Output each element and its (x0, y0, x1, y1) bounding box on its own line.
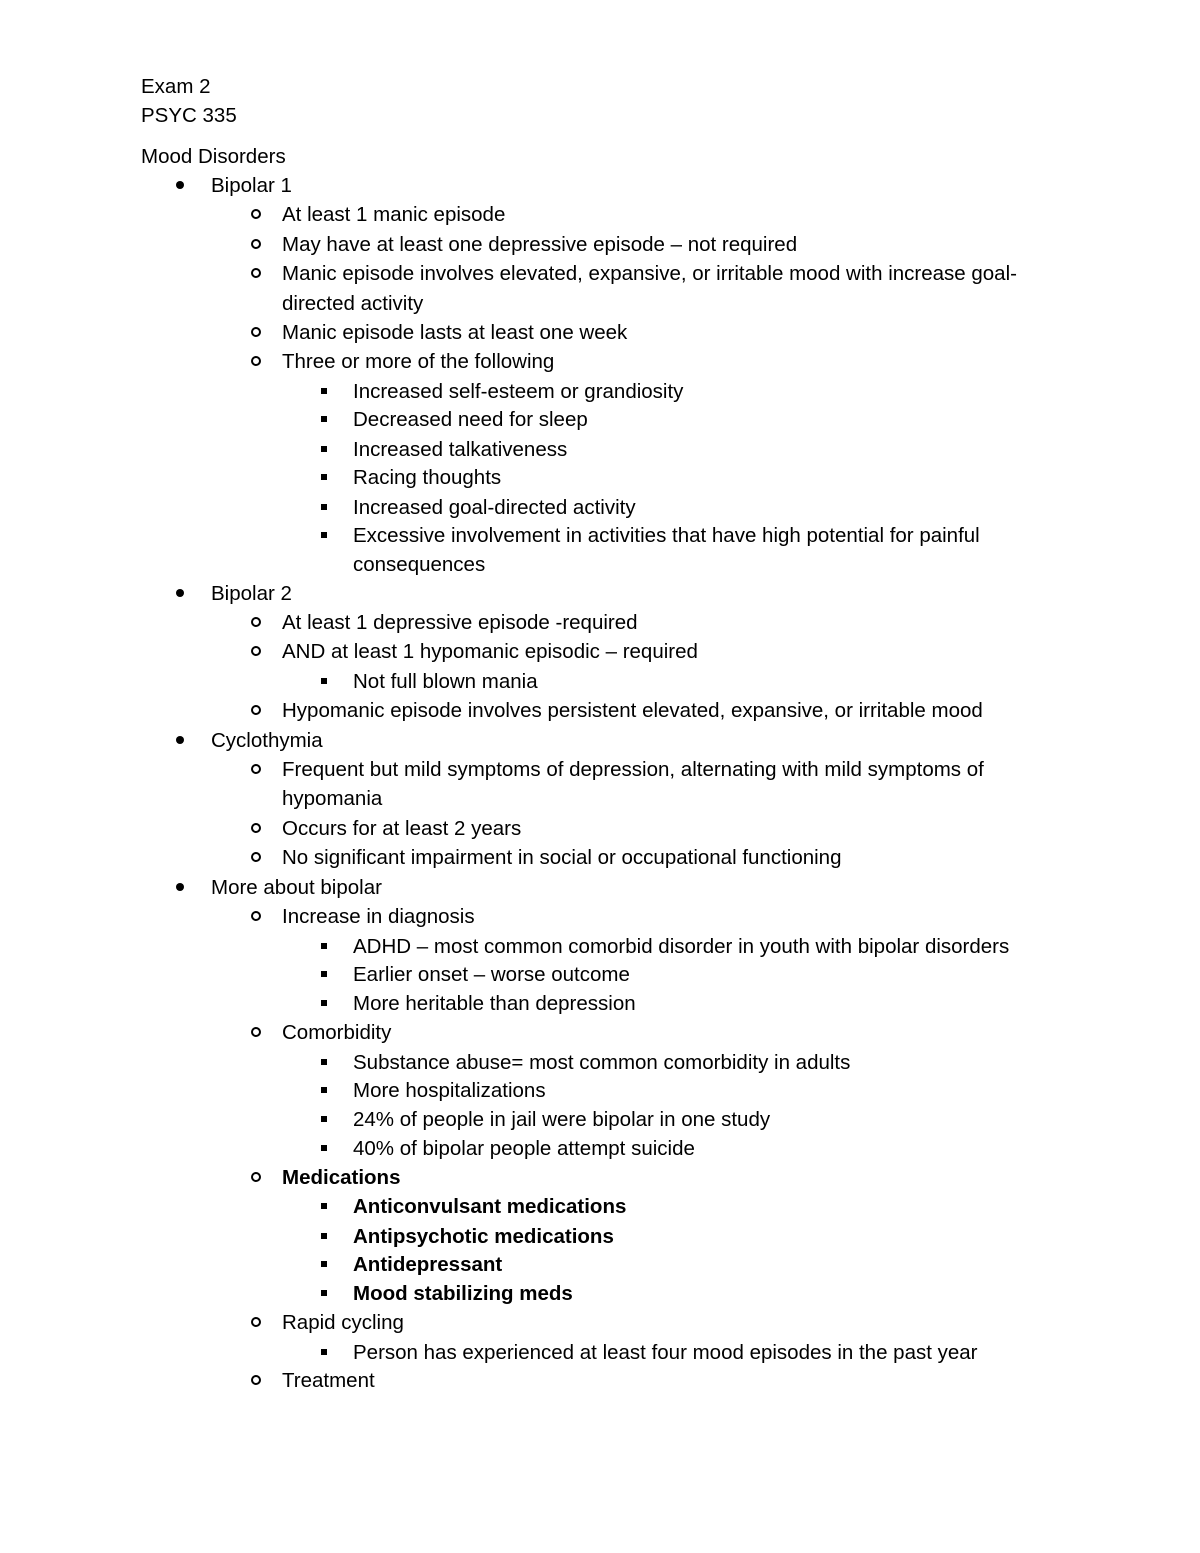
square-bullet-icon (315, 1222, 333, 1251)
list-item: Comorbidity (282, 1018, 391, 1047)
list-item: Mood stabilizing meds (353, 1279, 573, 1308)
circle-bullet-icon (247, 1366, 265, 1395)
list-item: 40% of bipolar people attempt suicide (353, 1134, 695, 1163)
list-item: Excessive involvement in activities that have high potential for painful (353, 521, 980, 550)
square-bullet-icon (315, 1192, 333, 1221)
list-item: At least 1 manic episode (282, 200, 505, 229)
circle-bullet-icon (247, 318, 265, 347)
list-item-bipolar2: Bipolar 2 (211, 579, 292, 608)
square-bullet-icon (315, 377, 333, 406)
list-item: More hospitalizations (353, 1076, 546, 1105)
square-bullet-icon (315, 667, 333, 696)
list-item: Three or more of the following (282, 347, 554, 376)
circle-bullet-icon (247, 608, 265, 637)
list-item: Rapid cycling (282, 1308, 404, 1337)
list-item: AND at least 1 hypomanic episodic – required (282, 637, 698, 666)
circle-bullet-icon (247, 1018, 265, 1047)
disc-bullet-icon (171, 873, 189, 902)
list-item: Treatment (282, 1366, 375, 1395)
list-item: 24% of people in jail were bipolar in one study (353, 1105, 770, 1134)
list-item: Racing thoughts (353, 463, 501, 492)
list-item-cyclothymia: Cyclothymia (211, 726, 323, 755)
list-item: Person has experienced at least four mood episodes in the past year (353, 1338, 978, 1367)
list-item-continuation: consequences (353, 553, 486, 576)
list-item: Increased goal-directed activity (353, 493, 636, 522)
square-bullet-icon (315, 960, 333, 989)
square-bullet-icon (315, 1250, 333, 1279)
square-bullet-icon (315, 1105, 333, 1134)
list-item: Hypomanic episode involves persistent elevated, expansive, or irritable mood (282, 696, 983, 725)
circle-bullet-icon (247, 200, 265, 229)
circle-bullet-icon (247, 696, 265, 725)
square-bullet-icon (315, 405, 333, 434)
list-item: Manic episode lasts at least one week (282, 318, 627, 347)
square-bullet-icon (315, 1338, 333, 1367)
list-item: More heritable than depression (353, 989, 636, 1018)
circle-bullet-icon (247, 1308, 265, 1337)
circle-bullet-icon (247, 755, 265, 784)
list-item: At least 1 depressive episode -required (282, 608, 638, 637)
square-bullet-icon (315, 1279, 333, 1308)
list-item: Earlier onset – worse outcome (353, 960, 630, 989)
circle-bullet-icon (247, 902, 265, 931)
disc-bullet-icon (171, 579, 189, 608)
circle-bullet-icon (247, 843, 265, 872)
list-item: Not full blown mania (353, 667, 538, 696)
list-item: Anticonvulsant medications (353, 1192, 626, 1221)
square-bullet-icon (315, 932, 333, 961)
exam-title: Exam 2 (141, 75, 211, 98)
course-code: PSYC 335 (141, 104, 237, 127)
list-item: Increased talkativeness (353, 435, 567, 464)
list-item: Manic episode involves elevated, expansive, or irritable mood with increase goal- (282, 259, 1017, 288)
list-item: Occurs for at least 2 years (282, 814, 521, 843)
square-bullet-icon (315, 493, 333, 522)
square-bullet-icon (315, 989, 333, 1018)
list-item: Decreased need for sleep (353, 405, 588, 434)
circle-bullet-icon (247, 637, 265, 666)
list-item: No significant impairment in social or occupational functioning (282, 843, 842, 872)
list-item: Antidepressant (353, 1250, 502, 1279)
circle-bullet-icon (247, 814, 265, 843)
list-item: May have at least one depressive episode – not required (282, 230, 797, 259)
circle-bullet-icon (247, 347, 265, 376)
list-item: Frequent but mild symptoms of depression, alternating with mild symptoms of (282, 755, 984, 784)
disc-bullet-icon (171, 171, 189, 200)
square-bullet-icon (315, 1048, 333, 1077)
list-item-continuation: hypomania (282, 787, 383, 810)
list-item-continuation: directed activity (282, 292, 424, 315)
list-item-more-about-bipolar: More about bipolar (211, 873, 382, 902)
square-bullet-icon (315, 463, 333, 492)
circle-bullet-icon (247, 230, 265, 259)
section-title: Mood Disorders (141, 145, 286, 168)
circle-bullet-icon (247, 1163, 265, 1192)
square-bullet-icon (315, 1076, 333, 1105)
circle-bullet-icon (247, 259, 265, 288)
list-item: Substance abuse= most common comorbidity in adults (353, 1048, 850, 1077)
list-item: ADHD – most common comorbid disorder in youth with bipolar disorders (353, 932, 1009, 961)
square-bullet-icon (315, 521, 333, 550)
disc-bullet-icon (171, 726, 189, 755)
square-bullet-icon (315, 1134, 333, 1163)
list-item: Increased self-esteem or grandiosity (353, 377, 683, 406)
list-item: Medications (282, 1163, 400, 1192)
square-bullet-icon (315, 435, 333, 464)
list-item: Increase in diagnosis (282, 902, 475, 931)
list-item: Antipsychotic medications (353, 1222, 614, 1251)
list-item-bipolar1: Bipolar 1 (211, 171, 292, 200)
